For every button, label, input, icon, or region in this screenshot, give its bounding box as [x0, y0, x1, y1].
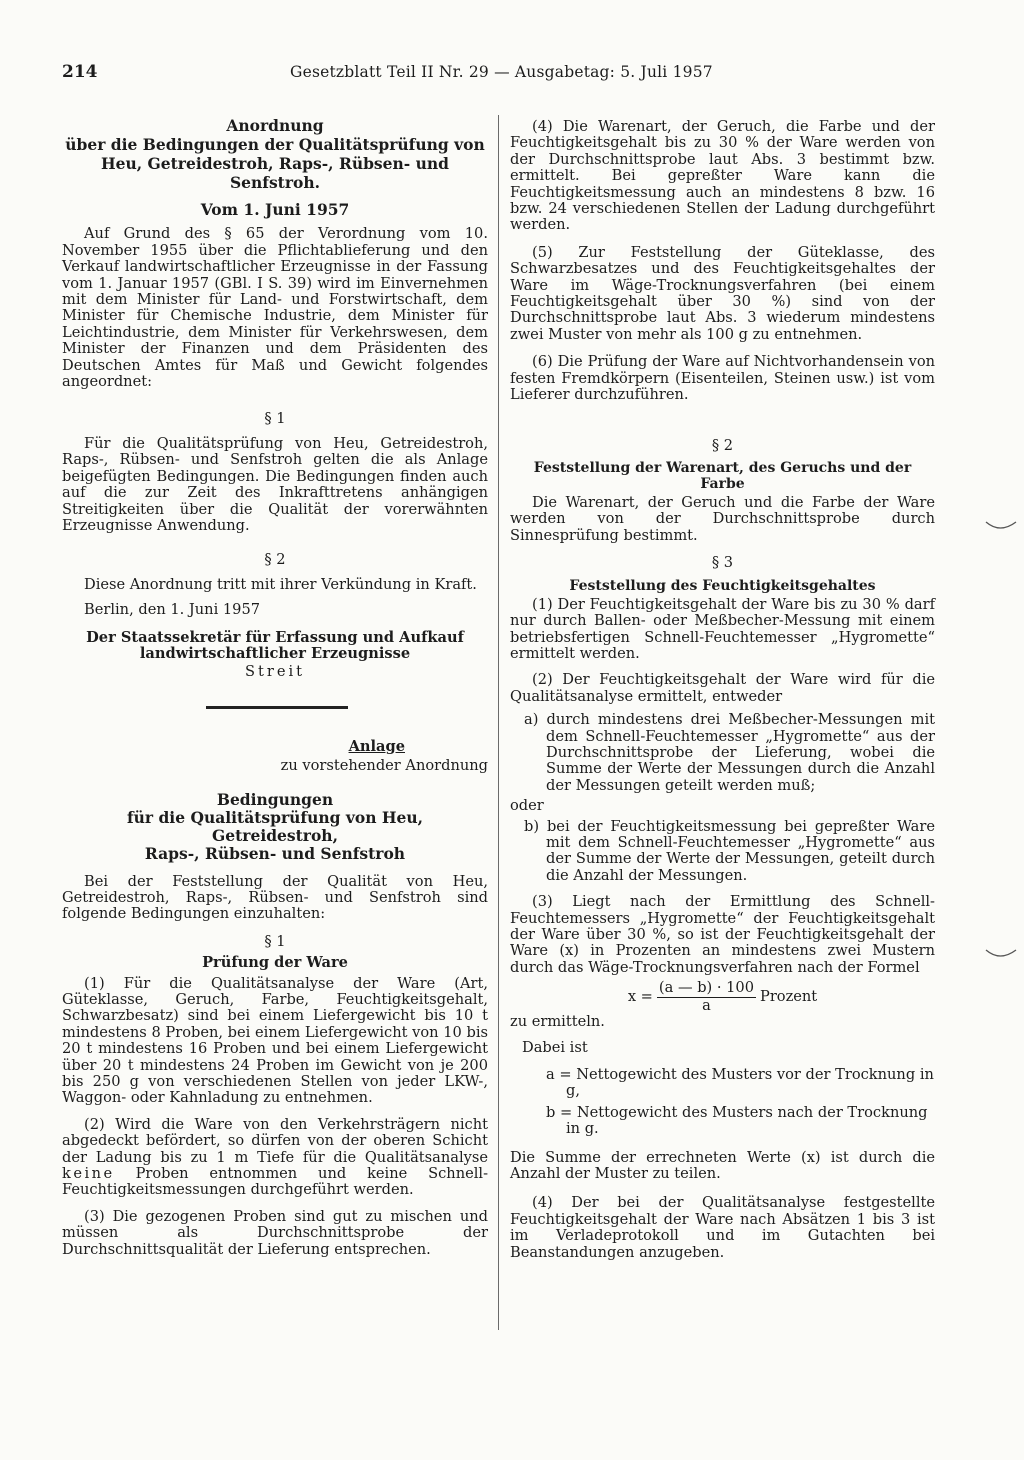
formula-end: zu ermitteln. [510, 1013, 605, 1031]
annex-section-3-heading: § 3 [711, 553, 734, 571]
annex-section-1-para-2-end: Proben entnommen und keine Schnell-Feuchtigkeitsmessungen durchgeführt werden. [62, 1165, 488, 1199]
annex-section-1-para-1: (1) Für die Qualitätsanalyse der Ware (Art, Güteklasse, Geruch, Farbe, Feuchtigkeitsgehalt, Schwarzbesatz) sind bei einem Liefergewicht bis 10 t mindestens 8 Proben, bei einem Liefergewicht von 10 bis 20 t mindestens 16 Proben und bei einem Liefergewicht über 20 t mindestens 24 Proben im Gewicht von je 200 bis 250 g von verschiedenen Stellen von jeder LKW-, Waggon- oder Kahnladung zu entnehmen. [62, 974, 488, 1107]
formula-denominator: a [702, 996, 711, 1014]
margin-mark [984, 946, 1018, 960]
annex-section-1-para-2-start: (2) Wird die Ware von den Verkehrsträgern nicht abgedeckt befördert, so dürfen von der oberen Schicht der Ladung bis zu 1 m Tiefe für die Qualitätsanalyse [62, 1115, 488, 1166]
page-number: 214 [62, 62, 98, 82]
right-column [510, 112, 935, 1261]
annex-section-3-para-3: (3) Liegt nach der Ermittlung des Schnell-Feuchtemessers „Hygromette“ der Feuchtigkeitsgehalt der Ware über 30 %, so ist der Feuchtigkeitsgehalt der Ware (x) in Prozenten an mindestens zwei Mustern durch das Wäge-Trocknungsverfahren nach der Formel [510, 893, 935, 976]
annex-section-3-oder: oder [510, 797, 544, 815]
page-header [62, 62, 742, 88]
annex-section-3-item-b: b) bei der Feuchtigkeitsmessung bei gepreßter Ware mit dem Schnell-Feuchtemesser „Hygromette“ aus der Summe der Werte der Messungen, geteilt durch die Anzahl der Messungen. [524, 817, 935, 884]
ordinance-intro: Auf Grund des § 65 der Verordnung vom 10. November 1955 über die Pflichtablieferung und den Verkauf landwirtschaftlicher Erzeugnisse in der Fassung vom 1. Januar 1957 (GBl. I S. 39) wird im Einvernehmen mit dem Minister für Land- und Forstwirtschaft, dem Minister für Chemische Industrie, dem Minister für Leichtindustrie, dem Minister für Verkehrswesen, dem Minister der Finanzen und dem Präsidenten des Deutschen Amtes für Maß und Gewicht folgendes angeordnet: [62, 225, 488, 391]
column-divider [498, 115, 499, 1330]
annex-section-3-title: Feststellung des Feuchtigkeitsgehaltes [569, 578, 876, 595]
ordinance-title: Anordnung [226, 116, 324, 135]
annex-subtitle: zu vorstehender Anordnung [280, 757, 488, 775]
signer-name: Streit [244, 663, 305, 681]
signer-title-line1: Der Staatssekretär für Erfassung und Aufkauf [86, 628, 464, 646]
annex-section-3-item-a: a) durch mindestens drei Meßbecher-Messungen mit dem Schnell-Feuchtemesser „Hygromette“ aus der Durchschnittsprobe der Lieferung, wobei die Summe der Werte der Messungen durch die Anzahl der Messungen geteilt werden muß; [524, 711, 935, 794]
section-1-heading: § 1 [264, 410, 286, 428]
place-and-date: Berlin, den 1. Juni 1957 [84, 601, 261, 619]
section-2-text: Diese Anordnung tritt mit ihrer Verkündung in Kraft. [84, 575, 477, 593]
section-2-heading: § 2 [264, 551, 286, 569]
margin-mark [984, 518, 1018, 532]
conditions-subtitle-line2: Raps-, Rübsen- und Senfstroh [144, 843, 406, 863]
ordinance-date: Vom 1. Juni 1957 [200, 200, 350, 219]
moisture-formula [510, 980, 935, 1014]
annex-section-1-para-4: (4) Die Warenart, der Geruch, die Farbe und der Feuchtigkeitsgehalt bis zu 30 % der Ware werden von der Durchschnittsprobe laut Abs. 3 bestimmt bzw. ermittelt. Bei gepreßter Ware kann die Feuchtigkeitsmessung auch an mindestens 8 bzw. 16 bzw. 24 verschiedenen Stellen der Ladung durchgeführt werden. [510, 118, 935, 234]
ordinance-subtitle-line2: Heu, Getreidestroh, Raps-, Rübsen- und Senfstroh. [100, 154, 450, 192]
definitions-intro: Dabei ist [522, 1038, 588, 1056]
formula-unit: Prozent [760, 987, 818, 1005]
definition-a: a = Nettogewicht des Musters vor der Trocknung in g, [546, 1065, 934, 1100]
annex-section-2-title: Feststellung der Warenart, des Geruchs und der Farbe [533, 459, 912, 493]
conditions-intro: Bei der Feststellung der Qualität von Heu, Getreidestroh, Raps-, Rübsen- und Senfstroh sind folgende Bedingungen einzuhalten: [62, 872, 488, 923]
annex-section-1-title: Prüfung der Ware [202, 954, 348, 972]
formula-lhs: x = [627, 987, 653, 1005]
annex-section-1-para-2-spaced: keine [62, 1165, 115, 1183]
definition-b: b = Nettogewicht des Musters nach der Trocknung in g. [546, 1103, 928, 1138]
formula-fraction [657, 980, 756, 1014]
annex-section-1-heading: § 1 [264, 932, 286, 950]
annex-section-1-para-3: (3) Die gezogenen Proben sind gut zu mischen und müssen als Durchschnittsprobe der Durchschnittsqualität der Lieferung entsprechen. [62, 1207, 488, 1258]
ordinance-subtitle-line1: über die Bedingungen der Qualitätsprüfung von [65, 135, 485, 154]
formula-numerator: (a — b) · 100 [658, 979, 754, 997]
annex-section-2-heading: § 2 [711, 436, 734, 454]
annex-section-2-text: Die Warenart, der Geruch und die Farbe der Ware werden von der Durchschnittsprobe durch Sinnesprüfung bestimmt. [510, 493, 935, 544]
annex-section-3-para-2: (2) Der Feuchtigkeitsgehalt der Ware wird für die Qualitätsanalyse ermittelt, entweder [510, 671, 935, 705]
signer-title-line2: landwirtschaftlicher Erzeugnisse [139, 644, 411, 662]
section-1-text: Für die Qualitätsprüfung von Heu, Getreidestroh, Raps-, Rübsen- und Senfstroh gelten die als Anlage beigefügten Bedingungen. Die Bedingungen finden auch auf die zur Zeit des Inkrafttretens anhängigen Streitigkeiten über die Qualität der vorerwähnten Erzeugnisse Anwendung. [62, 434, 488, 534]
annex-section-1-para-6: (6) Die Prüfung der Ware auf Nichtvorhandensein von festen Fremdkörpern (Eisenteilen, Steinen usw.) ist vom Lieferer durchzuführen. [510, 353, 935, 404]
annex-section-3-para-4: (4) Der bei der Qualitätsanalyse festgestellte Feuchtigkeitsgehalt der Ware nach Absätzen 1 bis 3 ist im Verladeprotokoll und im Gutachten bei Beanstandungen anzugeben. [510, 1194, 935, 1261]
conditions-title: Bedingungen [216, 789, 334, 809]
separator-rule [206, 706, 348, 709]
left-column [62, 112, 488, 1258]
annex-section-1-para-2 [62, 1117, 488, 1199]
header-title: Gesetzblatt Teil II Nr. 29 — Ausgabetag: 5. Juli 1957 [290, 63, 713, 81]
conditions-subtitle-line1: für die Qualitätsprüfung von Heu, Getreidestroh, [126, 807, 424, 845]
sum-instruction: Die Summe der errechneten Werte (x) ist durch die Anzahl der Muster zu teilen. [510, 1148, 935, 1182]
annex-section-1-para-5: (5) Zur Feststellung der Güteklasse, des Schwarzbesatzes und des Feuchtigkeitsgehaltes der Ware im Wäge-Trocknungsverfahren (bei einem Feuchtigkeitsgehalt über 30 %) sind von der Durchschnittsprobe laut Abs. 3 wiederum mindestens zwei Muster von mehr als 100 g zu entnehmen. [510, 243, 935, 343]
annex-section-3-para-1: (1) Der Feuchtigkeitsgehalt der Ware bis zu 30 % darf nur durch Ballen- oder Meßbecher-Messung mit einem betriebsfertigen Schnell-Feuchtemesser „Hygromette“ ermittelt werden. [510, 595, 935, 662]
annex-title: Anlage [348, 737, 405, 755]
